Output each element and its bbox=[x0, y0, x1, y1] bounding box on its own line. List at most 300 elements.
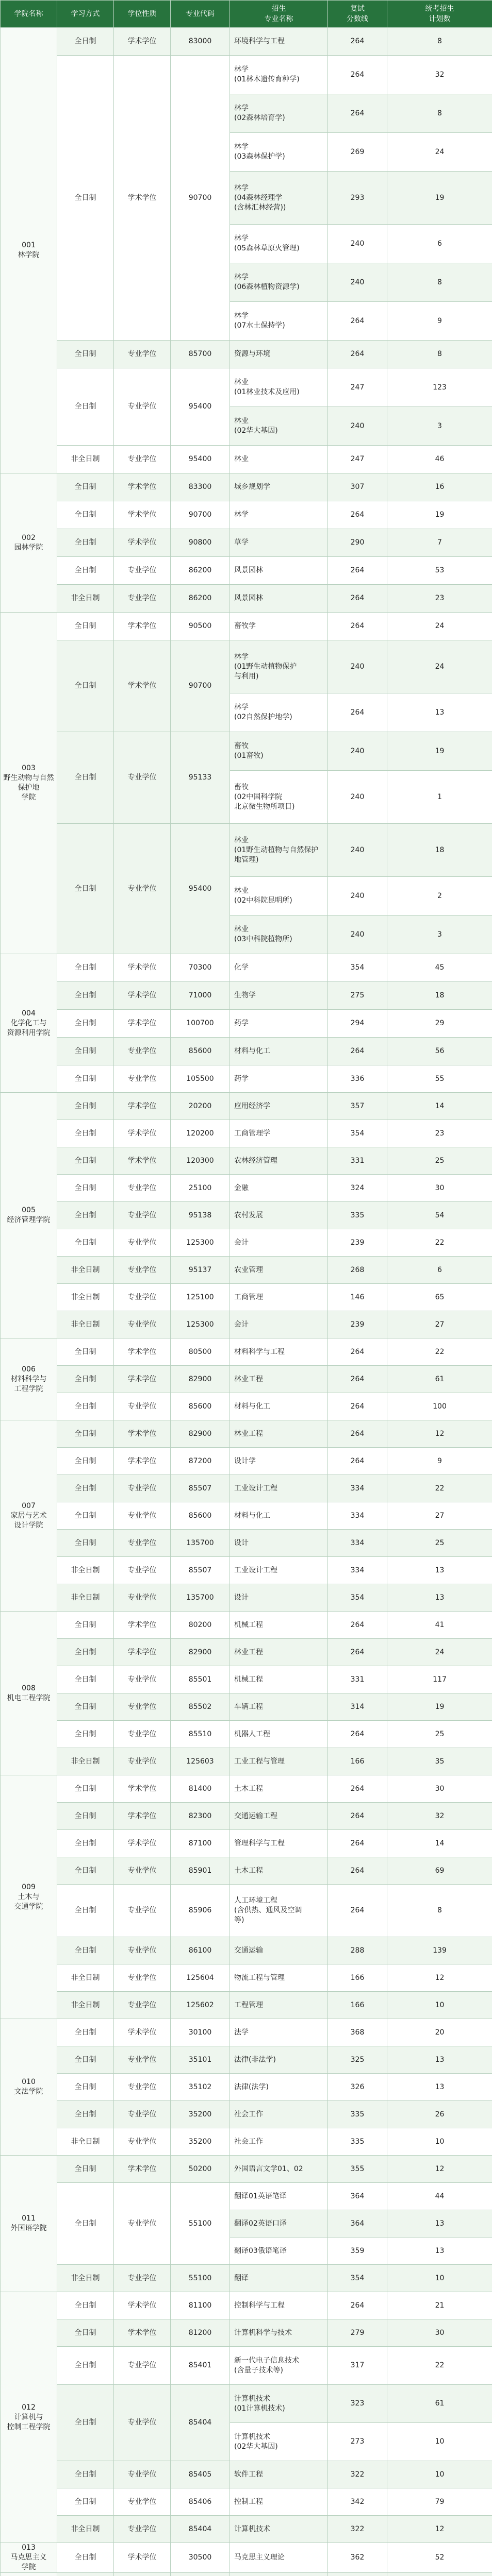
degree-type-cell: 专业学位 bbox=[114, 1530, 171, 1557]
quota-cell: 14 bbox=[387, 1093, 492, 1120]
quota-cell: 79 bbox=[387, 2488, 492, 2516]
degree-type-cell: 专业学位 bbox=[114, 2101, 171, 2128]
major-name-cell: 工业设计工程 bbox=[230, 1475, 328, 1502]
degree-type-cell: 专业学位 bbox=[114, 2183, 171, 2265]
major-code-cell: 82300 bbox=[171, 1803, 230, 1830]
table-row bbox=[1, 2019, 492, 2046]
retest-score-cell: 322 bbox=[328, 2516, 387, 2543]
major-code-cell: 105500 bbox=[171, 1065, 230, 1093]
quota-cell: 8 bbox=[387, 341, 492, 368]
degree-type-cell: 专业学位 bbox=[114, 2265, 171, 2292]
table-row bbox=[1, 2074, 492, 2101]
quota-cell: 41 bbox=[387, 1612, 492, 1639]
quota-cell: 19 bbox=[387, 172, 492, 225]
major-code-cell: 85700 bbox=[171, 341, 230, 368]
major-code-cell: 85600 bbox=[171, 1393, 230, 1420]
retest-score-cell: 264 bbox=[328, 1721, 387, 1748]
study-mode-cell: 全日制 bbox=[57, 824, 114, 954]
retest-score-cell: 247 bbox=[328, 446, 387, 473]
quota-cell: 27 bbox=[387, 1311, 492, 1338]
table-row bbox=[1, 2543, 492, 2573]
study-mode-cell: 非全日制 bbox=[57, 585, 114, 613]
table-row bbox=[1, 1257, 492, 1284]
retest-score-cell: 166 bbox=[328, 1992, 387, 2019]
retest-score-cell: 323 bbox=[328, 2385, 387, 2423]
major-name-cell: 翻译03俄语笔译 bbox=[230, 2238, 328, 2265]
study-mode-cell: 全日制 bbox=[57, 56, 114, 341]
study-mode-cell: 非全日制 bbox=[57, 1257, 114, 1284]
table-row bbox=[1, 2488, 492, 2516]
major-code-cell: 85600 bbox=[171, 1502, 230, 1530]
study-mode-cell: 全日制 bbox=[57, 613, 114, 640]
major-name-cell: 林学 (01林木遗传育种学) bbox=[230, 56, 328, 94]
study-mode-cell: 非全日制 bbox=[57, 1311, 114, 1338]
quota-cell: 10 bbox=[387, 2461, 492, 2488]
degree-type-cell: 学术学位 bbox=[114, 56, 171, 341]
table-row bbox=[1, 732, 492, 771]
major-name-cell: 畜牧 (02中国科学院 北京微生物所项目) bbox=[230, 771, 328, 824]
degree-type-cell: 专业学位 bbox=[114, 368, 171, 446]
retest-score-cell: 335 bbox=[328, 2101, 387, 2128]
major-code-cell: 50200 bbox=[171, 2156, 230, 2183]
quota-cell: 30 bbox=[387, 1175, 492, 1202]
table-row bbox=[1, 56, 492, 94]
quota-cell: 26 bbox=[387, 2101, 492, 2128]
table-row bbox=[1, 1420, 492, 1448]
table-row bbox=[1, 2385, 492, 2423]
study-mode-cell: 全日制 bbox=[57, 1721, 114, 1748]
study-mode-cell: 非全日制 bbox=[57, 2265, 114, 2292]
retest-score-cell: 264 bbox=[328, 1393, 387, 1420]
table-row bbox=[1, 1038, 492, 1065]
table-row bbox=[1, 2292, 492, 2319]
retest-score-cell: 307 bbox=[328, 473, 387, 501]
table-row bbox=[1, 1639, 492, 1666]
quota-cell: 61 bbox=[387, 2385, 492, 2423]
quota-cell: 13 bbox=[387, 2074, 492, 2101]
major-code-cell: 95138 bbox=[171, 1202, 230, 1229]
table-row bbox=[1, 640, 492, 693]
quota-cell: 24 bbox=[387, 640, 492, 693]
study-mode-cell: 全日制 bbox=[57, 2385, 114, 2461]
quota-cell: 1 bbox=[387, 771, 492, 824]
study-mode-cell: 全日制 bbox=[57, 2461, 114, 2488]
study-mode-cell: 全日制 bbox=[57, 2019, 114, 2046]
retest-score-cell: 264 bbox=[328, 1885, 387, 1937]
retest-score-cell: 264 bbox=[328, 693, 387, 732]
quota-cell: 13 bbox=[387, 693, 492, 732]
study-mode-cell: 非全日制 bbox=[57, 1748, 114, 1775]
major-name-cell: 城乡规划学 bbox=[230, 473, 328, 501]
major-name-cell: 林学 (04森林经理学 (含林汇林经营)) bbox=[230, 172, 328, 225]
major-code-cell: 82900 bbox=[171, 1639, 230, 1666]
major-name-cell: 设计学 bbox=[230, 1448, 328, 1475]
major-name-cell: 翻译 bbox=[230, 2265, 328, 2292]
retest-score-cell: 264 bbox=[328, 501, 387, 529]
study-mode-cell: 全日制 bbox=[57, 1612, 114, 1639]
study-mode-cell: 全日制 bbox=[57, 2347, 114, 2385]
degree-type-cell: 学术学位 bbox=[114, 529, 171, 557]
quota-cell: 8 bbox=[387, 94, 492, 133]
major-name-cell: 车辆工程 bbox=[230, 1693, 328, 1721]
retest-score-cell: 354 bbox=[328, 2265, 387, 2292]
degree-type-cell: 专业学位 bbox=[114, 824, 171, 954]
degree-type-cell: 专业学位 bbox=[114, 1721, 171, 1748]
table-row bbox=[1, 2101, 492, 2128]
quota-cell: 45 bbox=[387, 954, 492, 982]
quota-cell: 7 bbox=[387, 529, 492, 557]
retest-score-cell: 325 bbox=[328, 2046, 387, 2074]
retest-score-cell: 334 bbox=[328, 1502, 387, 1530]
degree-type-cell: 学术学位 bbox=[114, 1612, 171, 1639]
retest-score-cell: 264 bbox=[328, 341, 387, 368]
college-cell: 006 材料科学与 工程学院 bbox=[1, 1338, 57, 1420]
major-name-cell: 翻译02英语口译 bbox=[230, 2210, 328, 2238]
quota-cell: 30 bbox=[387, 1775, 492, 1803]
degree-type-cell: 专业学位 bbox=[114, 1748, 171, 1775]
table-row bbox=[1, 1612, 492, 1639]
column-header-3: 学位性质 bbox=[114, 1, 171, 28]
degree-type-cell: 学术学位 bbox=[114, 954, 171, 982]
degree-type-cell: 专业学位 bbox=[114, 2488, 171, 2516]
degree-type-cell: 学术学位 bbox=[114, 2292, 171, 2319]
study-mode-cell: 全日制 bbox=[57, 1885, 114, 1937]
major-code-cell: 95400 bbox=[171, 446, 230, 473]
table-row bbox=[1, 1202, 492, 1229]
major-code-cell: 35200 bbox=[171, 2101, 230, 2128]
table-row bbox=[1, 2183, 492, 2210]
retest-score-cell: 247 bbox=[328, 368, 387, 407]
quota-cell: 16 bbox=[387, 473, 492, 501]
degree-type-cell: 专业学位 bbox=[114, 1284, 171, 1311]
study-mode-cell: 全日制 bbox=[57, 1065, 114, 1093]
degree-type-cell: 专业学位 bbox=[114, 1038, 171, 1065]
quota-cell: 12 bbox=[387, 1420, 492, 1448]
quota-cell: 22 bbox=[387, 1229, 492, 1257]
major-name-cell: 畜牧学 bbox=[230, 613, 328, 640]
table-row bbox=[1, 1557, 492, 1584]
table-row bbox=[1, 1937, 492, 1964]
degree-type-cell: 专业学位 bbox=[114, 1257, 171, 1284]
major-name-cell: 应用经济学 bbox=[230, 1093, 328, 1120]
major-code-cell: 81200 bbox=[171, 2319, 230, 2347]
table-row bbox=[1, 446, 492, 473]
degree-type-cell: 学术学位 bbox=[114, 982, 171, 1010]
major-name-cell: 机械工程 bbox=[230, 1666, 328, 1693]
retest-score-cell: 166 bbox=[328, 1964, 387, 1992]
college-cell: 008 机电工程学院 bbox=[1, 1612, 57, 1775]
major-name-cell: 林学 bbox=[230, 501, 328, 529]
major-code-cell: 80200 bbox=[171, 1612, 230, 1639]
quota-cell: 19 bbox=[387, 732, 492, 771]
major-name-cell: 林业 (01林业技术及应用) bbox=[230, 368, 328, 407]
major-name-cell: 金融 bbox=[230, 1175, 328, 1202]
study-mode-cell: 非全日制 bbox=[57, 446, 114, 473]
major-code-cell: 95137 bbox=[171, 1257, 230, 1284]
study-mode-cell: 全日制 bbox=[57, 1420, 114, 1448]
major-name-cell: 林业工程 bbox=[230, 1420, 328, 1448]
major-name-cell: 物流工程与管理 bbox=[230, 1964, 328, 1992]
study-mode-cell: 全日制 bbox=[57, 368, 114, 446]
major-name-cell: 林学 (07水土保持学) bbox=[230, 302, 328, 341]
degree-type-cell: 学术学位 bbox=[114, 501, 171, 529]
study-mode-cell: 全日制 bbox=[57, 2156, 114, 2183]
study-mode-cell: 全日制 bbox=[57, 1693, 114, 1721]
study-mode-cell: 全日制 bbox=[57, 1338, 114, 1366]
study-mode-cell: 非全日制 bbox=[57, 1584, 114, 1612]
major-code-cell: 125604 bbox=[171, 1964, 230, 1992]
study-mode-cell: 全日制 bbox=[57, 2319, 114, 2347]
retest-score-cell: 264 bbox=[328, 1830, 387, 1857]
study-mode-cell: 非全日制 bbox=[57, 1284, 114, 1311]
degree-type-cell: 学术学位 bbox=[114, 1830, 171, 1857]
major-name-cell: 农业管理 bbox=[230, 1257, 328, 1284]
table-row bbox=[1, 28, 492, 56]
degree-type-cell: 学术学位 bbox=[114, 1639, 171, 1666]
column-header-5: 招生 专业名称 bbox=[230, 1, 328, 28]
degree-type-cell: 学术学位 bbox=[114, 1120, 171, 1147]
study-mode-cell: 全日制 bbox=[57, 1448, 114, 1475]
table-row bbox=[1, 1530, 492, 1557]
degree-type-cell: 专业学位 bbox=[114, 1666, 171, 1693]
degree-type-cell: 学术学位 bbox=[114, 2319, 171, 2347]
quota-cell: 56 bbox=[387, 1038, 492, 1065]
table-row bbox=[1, 1175, 492, 1202]
major-name-cell: 工商管理学 bbox=[230, 1120, 328, 1147]
quota-cell: 29 bbox=[387, 1010, 492, 1038]
quota-cell: 9 bbox=[387, 302, 492, 341]
study-mode-cell: 全日制 bbox=[57, 1175, 114, 1202]
degree-type-cell: 专业学位 bbox=[114, 1992, 171, 2019]
retest-score-cell: 314 bbox=[328, 1693, 387, 1721]
table-row bbox=[1, 2347, 492, 2385]
quota-cell: 12 bbox=[387, 1964, 492, 1992]
major-code-cell: 83000 bbox=[171, 28, 230, 56]
major-code-cell: 90500 bbox=[171, 613, 230, 640]
major-name-cell: 农林经济管理 bbox=[230, 1147, 328, 1175]
table-row bbox=[1, 1010, 492, 1038]
quota-cell: 18 bbox=[387, 982, 492, 1010]
degree-type-cell: 学术学位 bbox=[114, 2019, 171, 2046]
retest-score-cell: 364 bbox=[328, 2183, 387, 2210]
quota-cell: 9 bbox=[387, 1448, 492, 1475]
retest-score-cell: 354 bbox=[328, 954, 387, 982]
major-code-cell: 85405 bbox=[171, 2461, 230, 2488]
major-code-cell: 81400 bbox=[171, 1775, 230, 1803]
major-name-cell: 机械工程 bbox=[230, 1612, 328, 1639]
major-name-cell: 风景园林 bbox=[230, 585, 328, 613]
major-name-cell: 人工环境工程 (含供热、通风及空调 等) bbox=[230, 1885, 328, 1937]
study-mode-cell: 全日制 bbox=[57, 1475, 114, 1502]
major-code-cell: 85502 bbox=[171, 1693, 230, 1721]
major-code-cell: 85600 bbox=[171, 1038, 230, 1065]
table-row bbox=[1, 2319, 492, 2347]
retest-score-cell: 368 bbox=[328, 2019, 387, 2046]
major-code-cell: 120200 bbox=[171, 1120, 230, 1147]
study-mode-cell: 非全日制 bbox=[57, 1992, 114, 2019]
degree-type-cell: 专业学位 bbox=[114, 732, 171, 824]
college-cell: 002 园林学院 bbox=[1, 473, 57, 613]
degree-type-cell: 学术学位 bbox=[114, 1010, 171, 1038]
degree-type-cell: 学术学位 bbox=[114, 640, 171, 732]
major-name-cell: 交通运输工程 bbox=[230, 1803, 328, 1830]
major-code-cell: 135700 bbox=[171, 1584, 230, 1612]
major-code-cell: 82900 bbox=[171, 1366, 230, 1393]
quota-cell: 61 bbox=[387, 1366, 492, 1393]
major-code-cell: 85507 bbox=[171, 1475, 230, 1502]
major-code-cell: 35101 bbox=[171, 2046, 230, 2074]
degree-type-cell: 专业学位 bbox=[114, 1557, 171, 1584]
table-row bbox=[1, 1393, 492, 1420]
quota-cell: 19 bbox=[387, 1693, 492, 1721]
major-name-cell: 林学 (02森林培育学) bbox=[230, 94, 328, 133]
retest-score-cell: 294 bbox=[328, 1010, 387, 1038]
degree-type-cell: 专业学位 bbox=[114, 1693, 171, 1721]
major-code-cell: 80500 bbox=[171, 1338, 230, 1366]
study-mode-cell: 全日制 bbox=[57, 2074, 114, 2101]
quota-cell: 12 bbox=[387, 2156, 492, 2183]
degree-type-cell: 专业学位 bbox=[114, 1202, 171, 1229]
retest-score-cell: 240 bbox=[328, 263, 387, 302]
quota-cell: 3 bbox=[387, 407, 492, 446]
study-mode-cell: 全日制 bbox=[57, 1093, 114, 1120]
quota-cell: 10 bbox=[387, 2423, 492, 2461]
study-mode-cell: 全日制 bbox=[57, 954, 114, 982]
major-name-cell: 土木工程 bbox=[230, 1857, 328, 1885]
degree-type-cell bbox=[114, 2573, 171, 2576]
major-code-cell: 87100 bbox=[171, 1830, 230, 1857]
study-mode-cell: 全日制 bbox=[57, 2543, 114, 2573]
major-name-cell: 计算机技术 (02华大基因) bbox=[230, 2423, 328, 2461]
quota-cell: 22 bbox=[387, 1475, 492, 1502]
quota-cell: 69 bbox=[387, 1857, 492, 1885]
study-mode-cell: 全日制 bbox=[57, 473, 114, 501]
major-name-cell: 环境科学与工程 bbox=[230, 28, 328, 56]
retest-score-cell: 240 bbox=[328, 732, 387, 771]
table-row bbox=[1, 368, 492, 407]
degree-type-cell: 学术学位 bbox=[114, 1093, 171, 1120]
table-row bbox=[1, 557, 492, 585]
major-code-cell: 25100 bbox=[171, 1175, 230, 1202]
retest-score-cell: 240 bbox=[328, 407, 387, 446]
major-name-cell: 畜牧 (01畜牧) bbox=[230, 732, 328, 771]
table-row bbox=[1, 2156, 492, 2183]
study-mode-cell: 全日制 bbox=[57, 1502, 114, 1530]
retest-score-cell: 264 bbox=[328, 1775, 387, 1803]
quota-cell: 27 bbox=[387, 1502, 492, 1530]
college-cell: 003 野生动物与自然保护地 学院 bbox=[1, 613, 57, 954]
retest-score-cell: 264 bbox=[328, 28, 387, 56]
major-name-cell: 资源与环境 bbox=[230, 341, 328, 368]
quota-cell: 52 bbox=[387, 2543, 492, 2573]
degree-type-cell: 专业学位 bbox=[114, 1393, 171, 1420]
major-name-cell: 风景园林 bbox=[230, 557, 328, 585]
quota-cell: 14 bbox=[387, 1830, 492, 1857]
major-name-cell: 翻译01英语笔译 bbox=[230, 2183, 328, 2210]
degree-type-cell: 专业学位 bbox=[114, 2516, 171, 2543]
study-mode-cell: 全日制 bbox=[57, 1937, 114, 1964]
major-name-cell: 林业 bbox=[230, 446, 328, 473]
major-code-cell: 85404 bbox=[171, 2385, 230, 2461]
table-row bbox=[1, 1830, 492, 1857]
major-name-cell: 材料与化工 bbox=[230, 1502, 328, 1530]
quota-cell: 65 bbox=[387, 1284, 492, 1311]
quota-cell: 23 bbox=[387, 585, 492, 613]
table-row bbox=[1, 1857, 492, 1885]
major-code-cell: 30100 bbox=[171, 2019, 230, 2046]
degree-type-cell: 专业学位 bbox=[114, 2385, 171, 2461]
major-code-cell: 85406 bbox=[171, 2488, 230, 2516]
retest-score-cell: 264 bbox=[328, 1420, 387, 1448]
quota-cell: 46 bbox=[387, 446, 492, 473]
major-name-cell: 设计 bbox=[230, 1530, 328, 1557]
table-row bbox=[1, 1666, 492, 1693]
major-code-cell: 86100 bbox=[171, 1937, 230, 1964]
quota-cell: 139 bbox=[387, 1937, 492, 1964]
major-name-cell: 管理科学与工程 bbox=[230, 1830, 328, 1857]
table-row bbox=[1, 1992, 492, 2019]
quota-cell: 54 bbox=[387, 1202, 492, 1229]
retest-score-cell: 264 bbox=[328, 56, 387, 94]
degree-type-cell: 学术学位 bbox=[114, 1147, 171, 1175]
table-row bbox=[1, 1964, 492, 1992]
major-code-cell: 55100 bbox=[171, 2183, 230, 2265]
degree-type-cell: 专业学位 bbox=[114, 1502, 171, 1530]
degree-type-cell: 专业学位 bbox=[114, 2347, 171, 2385]
table-row bbox=[1, 1748, 492, 1775]
major-name-cell: 计算机技术 bbox=[230, 2516, 328, 2543]
study-mode-cell: 全日制 bbox=[57, 2488, 114, 2516]
retest-score-cell: 322 bbox=[328, 2461, 387, 2488]
study-mode-cell: 非全日制 bbox=[57, 2128, 114, 2156]
quota-cell: 18 bbox=[387, 824, 492, 877]
major-code-cell: 85401 bbox=[171, 2347, 230, 2385]
degree-type-cell: 学术学位 bbox=[114, 1775, 171, 1803]
degree-type-cell: 专业学位 bbox=[114, 2074, 171, 2101]
retest-score-cell: 354 bbox=[328, 1120, 387, 1147]
degree-type-cell: 专业学位 bbox=[114, 1475, 171, 1502]
degree-type-cell: 学术学位 bbox=[114, 473, 171, 501]
quota-cell: 6 bbox=[387, 1257, 492, 1284]
degree-type-cell: 专业学位 bbox=[114, 1937, 171, 1964]
retest-score-cell: 324 bbox=[328, 1175, 387, 1202]
major-name-cell: 法律(非法学) bbox=[230, 2046, 328, 2074]
retest-score-cell: 279 bbox=[328, 2319, 387, 2347]
quota-cell: 22 bbox=[387, 1338, 492, 1366]
college-cell: 010 文法学院 bbox=[1, 2019, 57, 2156]
retest-score-cell: 317 bbox=[328, 2347, 387, 2385]
major-name-cell: 林学 (05森林草原火管理) bbox=[230, 225, 328, 263]
table-header-row bbox=[1, 1, 492, 28]
major-code-cell: 85501 bbox=[171, 1666, 230, 1693]
study-mode-cell: 全日制 bbox=[57, 1830, 114, 1857]
college-cell: 011 外国语学院 bbox=[1, 2156, 57, 2292]
major-name-cell: 软件工程 bbox=[230, 2461, 328, 2488]
major-code-cell: 125603 bbox=[171, 1748, 230, 1775]
column-header-1: 学院名称 bbox=[1, 1, 57, 28]
quota-cell: 22 bbox=[387, 2347, 492, 2385]
study-mode-cell: 全日制 bbox=[57, 2046, 114, 2074]
retest-score-cell: 240 bbox=[328, 916, 387, 954]
retest-score-cell: 334 bbox=[328, 1475, 387, 1502]
major-name-cell: 林业 (02中科院昆明所) bbox=[230, 877, 328, 916]
major-name-cell: 化学 bbox=[230, 954, 328, 982]
degree-type-cell: 专业学位 bbox=[114, 1311, 171, 1338]
study-mode-cell: 全日制 bbox=[57, 28, 114, 56]
retest-score-cell: 335 bbox=[328, 1202, 387, 1229]
retest-score-cell: 342 bbox=[328, 2488, 387, 2516]
retest-score-cell: 264 bbox=[328, 613, 387, 640]
